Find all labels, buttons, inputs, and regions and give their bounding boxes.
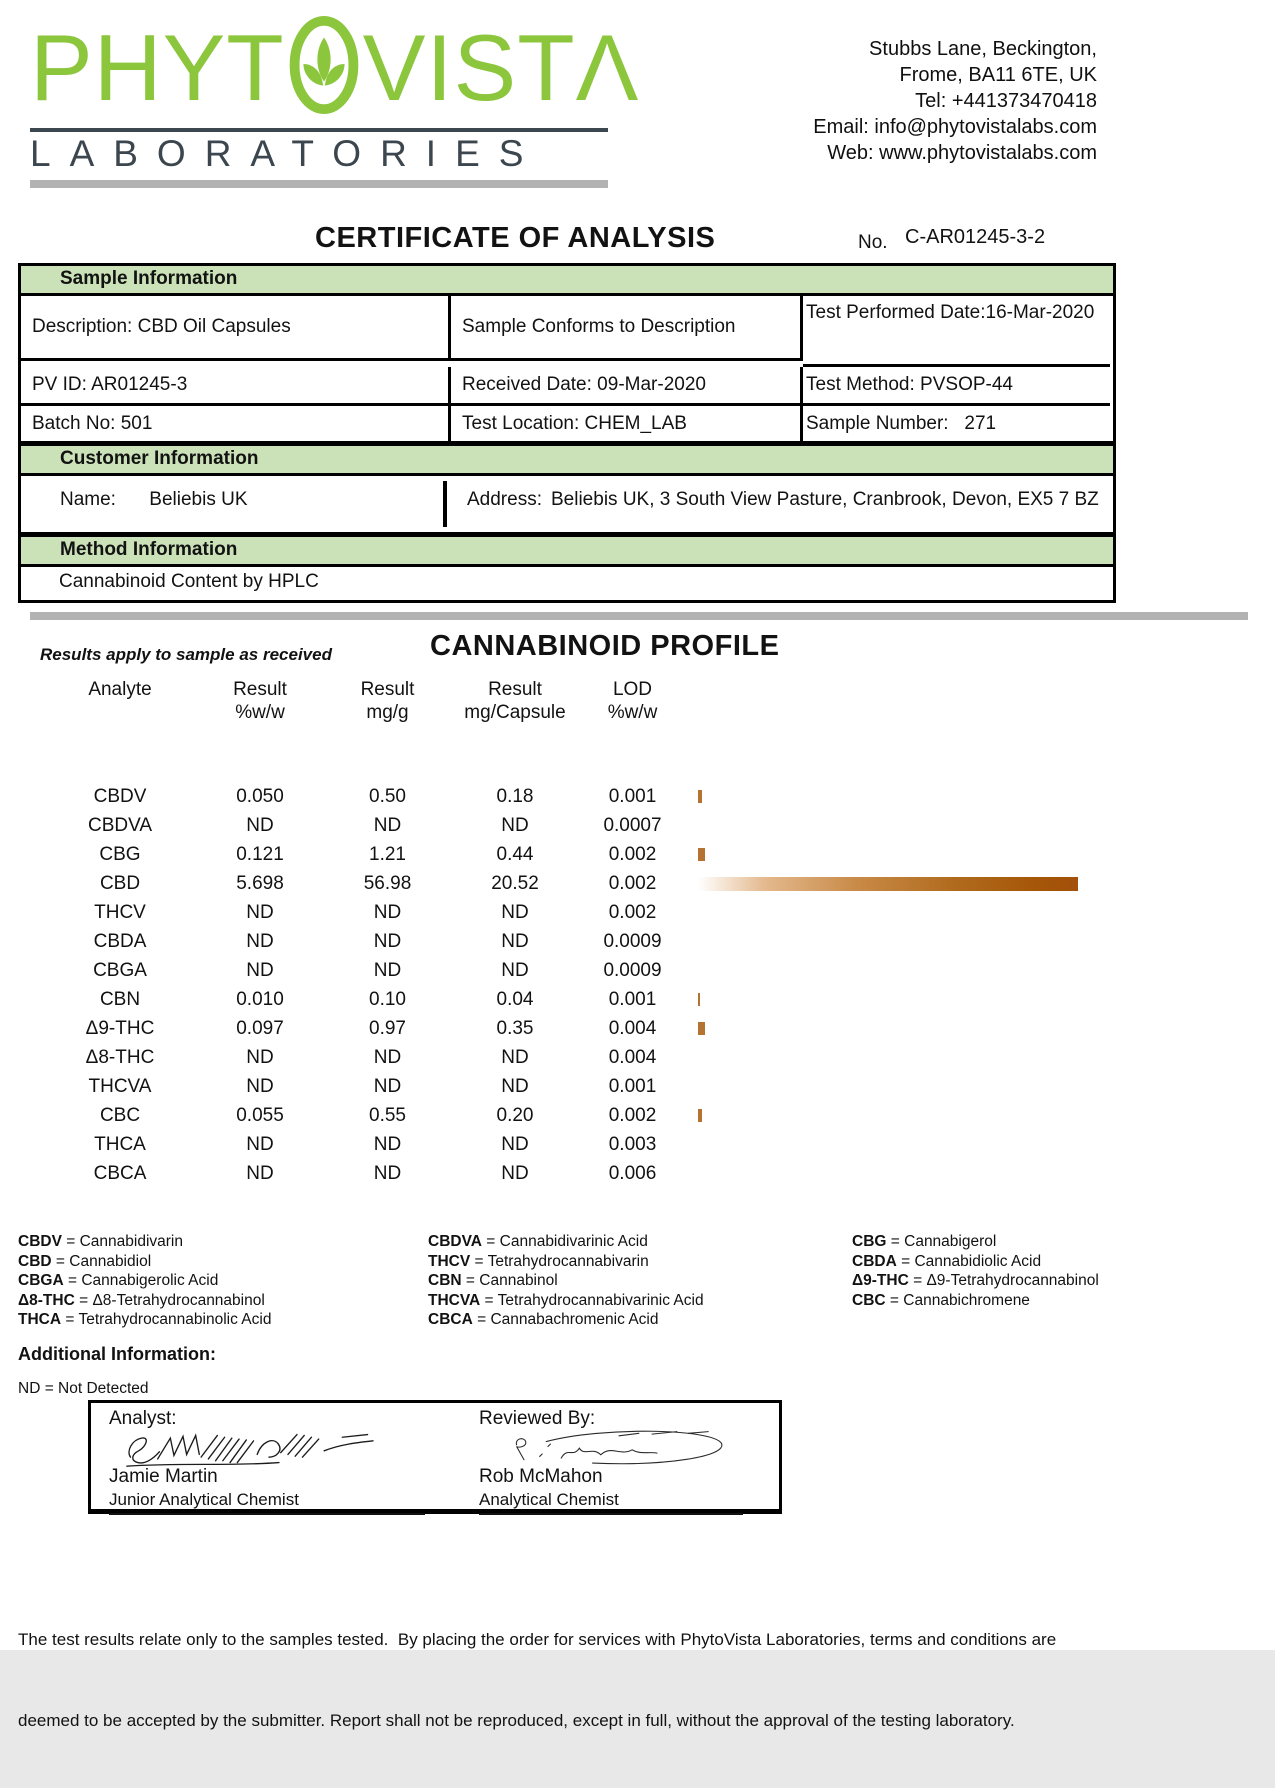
result-mgg-cell: ND bbox=[373, 930, 402, 952]
analyte-header: Analyte bbox=[88, 679, 152, 700]
result-mgg-cell: 0.55 bbox=[369, 1104, 406, 1126]
info-table bbox=[18, 263, 1116, 603]
analyst-name: Jamie Martin bbox=[109, 1466, 218, 1487]
test-method-cell: Test Method: PVSOP-44 bbox=[803, 367, 1110, 406]
legend-item: CBDA = Cannabidiolic Acid bbox=[852, 1252, 1042, 1270]
lod-cell: 0.006 bbox=[608, 1162, 657, 1184]
legend-item: Δ8-THC = Δ8-Tetrahydrocannabinol bbox=[18, 1291, 265, 1309]
analyte-cell: CBCA bbox=[93, 1162, 147, 1184]
result-mgg-cell: ND bbox=[373, 1133, 402, 1155]
logo-text-part1: PHYT bbox=[30, 15, 285, 120]
customer-row bbox=[21, 476, 1113, 532]
legend-item: CBGA = Cannabigerolic Acid bbox=[18, 1272, 219, 1289]
customer-address-label: Address: bbox=[467, 489, 542, 510]
lod-header: LOD %w/w bbox=[607, 679, 658, 723]
page-divider-bar bbox=[30, 612, 1248, 620]
result-mgcap-cell: 20.52 bbox=[491, 872, 539, 894]
disclaimer-line1: The test results relate only to the samples tested. By placing the order for services with PhytoVista Laboratories, terms and conditions are bbox=[18, 1630, 1057, 1649]
result-mgcap-cell: ND bbox=[501, 1133, 529, 1155]
sample-info-row2 bbox=[21, 367, 1113, 406]
phytovista-logo bbox=[30, 16, 639, 188]
result-mgg-cell: 0.50 bbox=[369, 785, 406, 807]
legend-column-2 bbox=[428, 1232, 704, 1330]
table-row-cbg bbox=[35, 840, 1185, 869]
reviewer-label: Reviewed By: bbox=[479, 1408, 596, 1429]
result-bar bbox=[695, 848, 1185, 861]
results-note: Results apply to sample as received bbox=[40, 645, 332, 664]
analyst-signature bbox=[109, 1430, 409, 1468]
customer-information-header: Customer Information bbox=[21, 446, 1113, 476]
table-row-cbda bbox=[35, 927, 1185, 956]
result-mgg-cell: ND bbox=[373, 959, 402, 981]
analyte-cell: THCA bbox=[94, 1133, 146, 1155]
lod-cell: 0.004 bbox=[608, 1017, 657, 1039]
result-mgg-cell: ND bbox=[373, 901, 402, 923]
result-mgg-cell: 56.98 bbox=[363, 872, 412, 894]
result-ww-cell: ND bbox=[246, 930, 274, 952]
table-row-thca bbox=[35, 1130, 1185, 1159]
result-ww-cell: 0.050 bbox=[236, 785, 284, 807]
certificate-no-value: C-AR01245-3-2 bbox=[905, 226, 1046, 248]
result-mgcap-cell: 0.20 bbox=[496, 1104, 534, 1126]
lod-cell: 0.001 bbox=[608, 988, 657, 1010]
analyst-signature-block bbox=[109, 1403, 439, 1509]
result-mgcap-cell: ND bbox=[501, 901, 529, 923]
result-mgcap-cell: 0.44 bbox=[496, 843, 534, 865]
result-ww-cell: ND bbox=[246, 1133, 274, 1155]
result-mgg-cell: ND bbox=[373, 814, 402, 836]
analyte-cell: CBD bbox=[99, 872, 141, 894]
disclaimer-text bbox=[18, 1572, 1113, 1788]
result-ww-cell: ND bbox=[246, 1075, 274, 1097]
result-mgcap-cell: ND bbox=[501, 959, 529, 981]
contact-address-line1: Stubbs Lane, Beckington, bbox=[869, 38, 1097, 60]
legend-item: CBN = Cannabinol bbox=[428, 1272, 558, 1289]
lod-cell: 0.002 bbox=[608, 1104, 657, 1126]
result-ww-header: Result %w/w bbox=[233, 679, 287, 723]
result-ww-cell: ND bbox=[246, 901, 274, 923]
test-location-cell: Test Location: CHEM_LAB bbox=[451, 406, 803, 441]
result-ww-cell: ND bbox=[246, 1162, 274, 1184]
leaf-in-oval-icon bbox=[288, 16, 360, 114]
legend-item: THCV = Tetrahydrocannabivarin bbox=[428, 1252, 649, 1270]
profile-header-row bbox=[35, 678, 1185, 724]
result-mgg-header: Result mg/g bbox=[360, 679, 415, 723]
table-row-cbca bbox=[35, 1159, 1185, 1188]
result-mgcap-header: Result mg/Capsule bbox=[464, 679, 566, 723]
lod-cell: 0.0007 bbox=[603, 814, 662, 836]
signature-box bbox=[88, 1400, 782, 1514]
logo-divider-line bbox=[30, 128, 608, 132]
analyst-title: Junior Analytical Chemist bbox=[109, 1490, 425, 1515]
analyte-cell: CBDA bbox=[93, 930, 147, 952]
result-mgcap-cell: 0.18 bbox=[496, 785, 534, 807]
legend-item: CBCA = Cannabachromenic Acid bbox=[428, 1311, 659, 1328]
result-bar bbox=[695, 877, 1185, 891]
analyte-cell: Δ9-THC bbox=[85, 1017, 155, 1039]
legend-item: CBDV = Cannabidivarin bbox=[18, 1233, 183, 1250]
lod-cell: 0.002 bbox=[608, 872, 657, 894]
analyte-cell: THCV bbox=[94, 901, 146, 923]
result-ww-cell: 5.698 bbox=[236, 872, 284, 894]
lab-contact-block bbox=[813, 36, 1097, 166]
table-row-d8thc bbox=[35, 1043, 1185, 1072]
profile-rows bbox=[35, 782, 1185, 1188]
legend-item: CBC = Cannabichromene bbox=[852, 1291, 1030, 1309]
table-row-d9thc bbox=[35, 1014, 1185, 1043]
pv-id-cell: PV ID: AR01245-3 bbox=[21, 367, 451, 406]
result-mgcap-cell: ND bbox=[501, 814, 529, 836]
result-mgg-cell: ND bbox=[373, 1046, 402, 1068]
reviewer-signature-block bbox=[479, 1403, 759, 1509]
contact-address-line2: Frome, BA11 6TE, UK bbox=[899, 64, 1097, 86]
legend-item: THCVA = Tetrahydrocannabivarinic Acid bbox=[428, 1291, 704, 1309]
result-mgcap-cell: 0.04 bbox=[496, 988, 534, 1010]
reviewer-title: Analytical Chemist bbox=[479, 1490, 743, 1515]
legend-item: Δ9-THC = Δ9-Tetrahydrocannabinol bbox=[852, 1272, 1099, 1289]
result-bar bbox=[695, 993, 1185, 1006]
result-mgg-cell: 1.21 bbox=[369, 843, 406, 865]
lod-cell: 0.0009 bbox=[603, 959, 662, 981]
analyte-cell: CBGA bbox=[93, 959, 147, 981]
result-mgcap-cell: ND bbox=[501, 1075, 529, 1097]
table-row-cbc bbox=[35, 1101, 1185, 1130]
cannabinoid-profile-table bbox=[35, 678, 1185, 1188]
result-ww-cell: 0.097 bbox=[236, 1017, 284, 1039]
analyte-cell: CBDV bbox=[93, 785, 147, 807]
conformity-cell: Sample Conforms to Description bbox=[451, 296, 803, 361]
logo-wordmark bbox=[30, 16, 639, 120]
cannabinoid-profile-title: CANNABINOID PROFILE bbox=[430, 630, 780, 662]
result-ww-cell: ND bbox=[246, 959, 274, 981]
method-value: Cannabinoid Content by HPLC bbox=[59, 571, 319, 592]
legend-item: CBD = Cannabidiol bbox=[18, 1252, 152, 1270]
customer-name-label: Name: bbox=[60, 489, 116, 510]
logo-gray-bar bbox=[30, 180, 608, 188]
result-mgcap-cell: ND bbox=[501, 1162, 529, 1184]
analyte-cell: CBN bbox=[99, 988, 141, 1010]
customer-address-value: Beliebis UK, 3 South View Pasture, Cranbrook, Devon, EX5 7 BZ bbox=[551, 489, 1099, 510]
result-ww-cell: 0.055 bbox=[236, 1104, 284, 1126]
lod-cell: 0.002 bbox=[608, 843, 657, 865]
result-mgcap-cell: ND bbox=[501, 930, 529, 952]
result-mgg-cell: ND bbox=[373, 1075, 402, 1097]
result-bar bbox=[695, 1022, 1185, 1035]
legend-item: CBG = Cannabigerol bbox=[852, 1233, 997, 1250]
nd-note: ND = Not Detected bbox=[18, 1380, 149, 1397]
result-mgg-cell: ND bbox=[373, 1162, 402, 1184]
result-mgg-cell: 0.97 bbox=[369, 1017, 406, 1039]
lod-cell: 0.0009 bbox=[603, 930, 662, 952]
received-date-cell: Received Date: 09-Mar-2020 bbox=[451, 367, 803, 406]
logo-text-part2: VISTΛ bbox=[362, 15, 640, 120]
lod-cell: 0.004 bbox=[608, 1046, 657, 1068]
contact-web: Web: www.phytovistalabs.com bbox=[827, 142, 1097, 164]
contact-tel: Tel: +441373470418 bbox=[915, 90, 1097, 112]
certificate-no-label: No. bbox=[858, 232, 888, 253]
customer-address-cell bbox=[443, 481, 1113, 527]
certificate-title: CERTIFICATE OF ANALYSIS bbox=[315, 222, 716, 254]
legend-column-3 bbox=[852, 1232, 1099, 1310]
result-ww-cell: 0.121 bbox=[236, 843, 284, 865]
lod-cell: 0.002 bbox=[608, 901, 657, 923]
result-mgcap-cell: ND bbox=[501, 1046, 529, 1068]
analyte-cell: CBG bbox=[99, 843, 141, 865]
table-row-cbdva bbox=[35, 811, 1185, 840]
reviewer-name: Rob McMahon bbox=[479, 1466, 603, 1487]
table-row-thcv bbox=[35, 898, 1185, 927]
analyte-cell: THCVA bbox=[88, 1075, 152, 1097]
reviewer-signature bbox=[479, 1430, 759, 1468]
legend-item: THCA = Tetrahydrocannabinolic Acid bbox=[18, 1311, 272, 1328]
result-bar bbox=[695, 790, 1185, 803]
sample-info-row3 bbox=[21, 406, 1113, 441]
test-performed-date-cell: Test Performed Date:16-Mar-2020 bbox=[803, 296, 1110, 367]
method-information-header: Method Information bbox=[21, 537, 1113, 567]
sample-number-cell: Sample Number: 271 bbox=[806, 412, 997, 434]
result-mgcap-cell: 0.35 bbox=[496, 1017, 534, 1039]
table-row-cbd bbox=[35, 869, 1185, 898]
analyst-label: Analyst: bbox=[109, 1408, 177, 1429]
table-row-cbdv bbox=[35, 782, 1185, 811]
logo-subtitle: LABORATORIES bbox=[30, 133, 543, 174]
result-bar bbox=[695, 1109, 1185, 1122]
sample-info-row1 bbox=[21, 296, 1113, 367]
analyte-cell: CBC bbox=[99, 1104, 141, 1126]
analyte-cell: CBDVA bbox=[87, 814, 153, 836]
legend-column-1 bbox=[18, 1232, 271, 1330]
lod-cell: 0.001 bbox=[608, 785, 657, 807]
legend-item: CBDVA = Cannabidivarinic Acid bbox=[428, 1233, 648, 1250]
sample-information-header: Sample Information bbox=[21, 266, 1113, 296]
batch-no-cell: Batch No: 501 bbox=[21, 406, 451, 441]
result-ww-cell: ND bbox=[246, 1046, 274, 1068]
result-ww-cell: 0.010 bbox=[236, 988, 284, 1010]
result-mgg-cell: 0.10 bbox=[369, 988, 406, 1010]
analyte-cell: Δ8-THC bbox=[85, 1046, 155, 1068]
disclaimer-line2: deemed to be accepted by the submitter. Report shall not be reproduced, except in full, without the approval of the testing laboratory. bbox=[18, 1711, 1015, 1730]
lod-cell: 0.001 bbox=[608, 1075, 657, 1097]
table-row-thcva bbox=[35, 1072, 1185, 1101]
table-row-cbn bbox=[35, 985, 1185, 1014]
customer-name-value: Beliebis UK bbox=[149, 489, 248, 510]
additional-information-title: Additional Information: bbox=[18, 1344, 216, 1364]
description-cell: Description: CBD Oil Capsules bbox=[21, 296, 451, 361]
contact-email: Email: info@phytovistalabs.com bbox=[813, 116, 1097, 138]
customer-name-cell bbox=[21, 476, 443, 532]
result-ww-cell: ND bbox=[246, 814, 274, 836]
table-row-cbga bbox=[35, 956, 1185, 985]
lod-cell: 0.003 bbox=[608, 1133, 657, 1155]
